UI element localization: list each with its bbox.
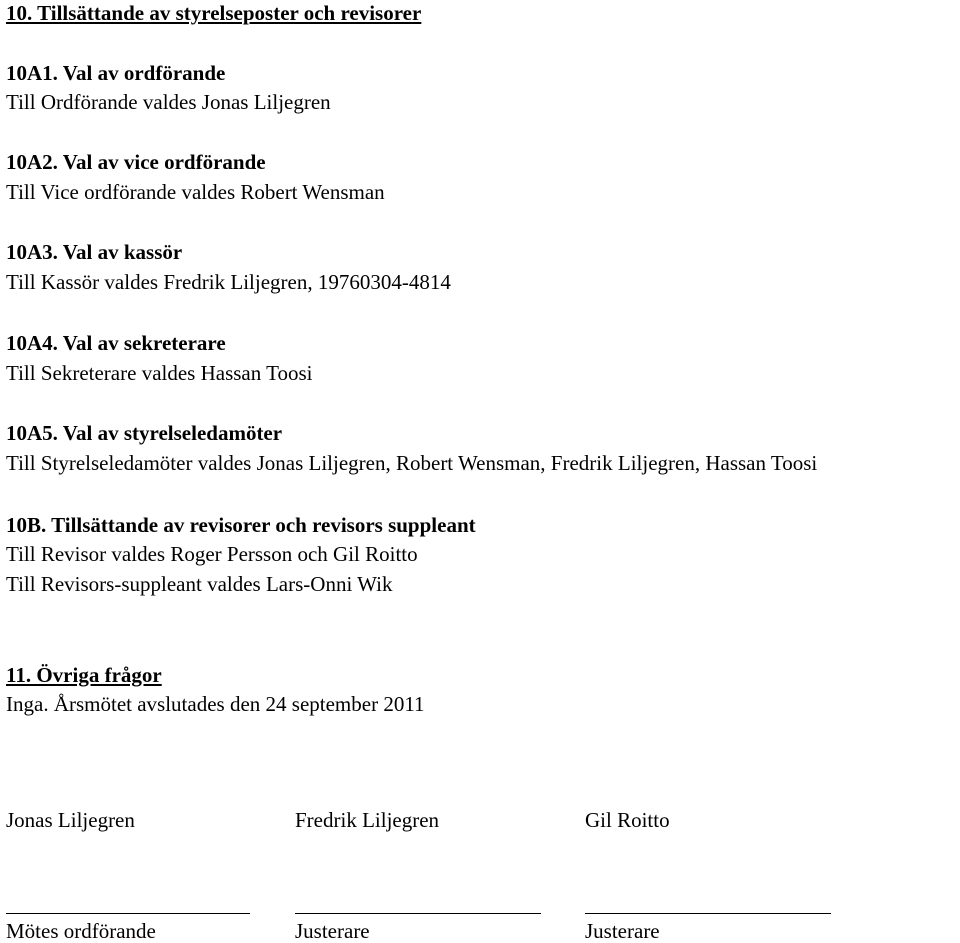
signature-name-1: Jonas Liljegren — [6, 808, 135, 832]
signature-name-3: Gil Roitto — [585, 808, 670, 832]
signature-name-2: Fredrik Liljegren — [295, 808, 440, 832]
item-10a2-heading: 10A2. Val av vice ordförande — [6, 150, 266, 174]
item-10a5-text: Till Styrelseledamöter valdes Jonas Liljegren, Robert Wensman, Fredrik Liljegren, Hassan Toosi — [6, 451, 818, 475]
signature-line-1 — [6, 913, 250, 914]
item-10a4-heading: 10A4. Val av sekreterare — [6, 331, 226, 355]
item-10a3-text: Till Kassör valdes Fredrik Liljegren, 19760304-4814 — [6, 270, 451, 294]
item-10a3-heading: 10A3. Val av kassör — [6, 240, 183, 264]
section-11-heading: 11. Övriga frågor — [6, 663, 162, 687]
item-10a2-text: Till Vice ordförande valdes Robert Wensman — [6, 180, 385, 204]
item-10a1-heading: 10A1. Val av ordförande — [6, 61, 226, 85]
item-10b-text-2: Till Revisors-suppleant valdes Lars-Onni Wik — [6, 572, 393, 596]
item-10a4-text: Till Sekreterare valdes Hassan Toosi — [6, 361, 313, 385]
signature-role-3: Justerare — [585, 919, 660, 943]
item-10b-text-1: Till Revisor valdes Roger Persson och Gil Roitto — [6, 542, 418, 566]
item-10b-heading: 10B. Tillsättande av revisorer och revisors suppleant — [6, 513, 476, 537]
item-10a1-text: Till Ordförande valdes Jonas Liljegren — [6, 90, 331, 114]
signature-line-3 — [585, 913, 831, 914]
section-11-text: Inga. Årsmötet avslutades den 24 september 2011 — [6, 692, 425, 716]
section-10-heading: 10. Tillsättande av styrelseposter och revisorer — [6, 1, 422, 25]
signature-role-2: Justerare — [295, 919, 370, 943]
item-10a5-heading: 10A5. Val av styrelseledamöter — [6, 421, 283, 445]
signature-line-2 — [295, 913, 541, 914]
signature-role-1: Mötes ordförande — [6, 919, 156, 943]
